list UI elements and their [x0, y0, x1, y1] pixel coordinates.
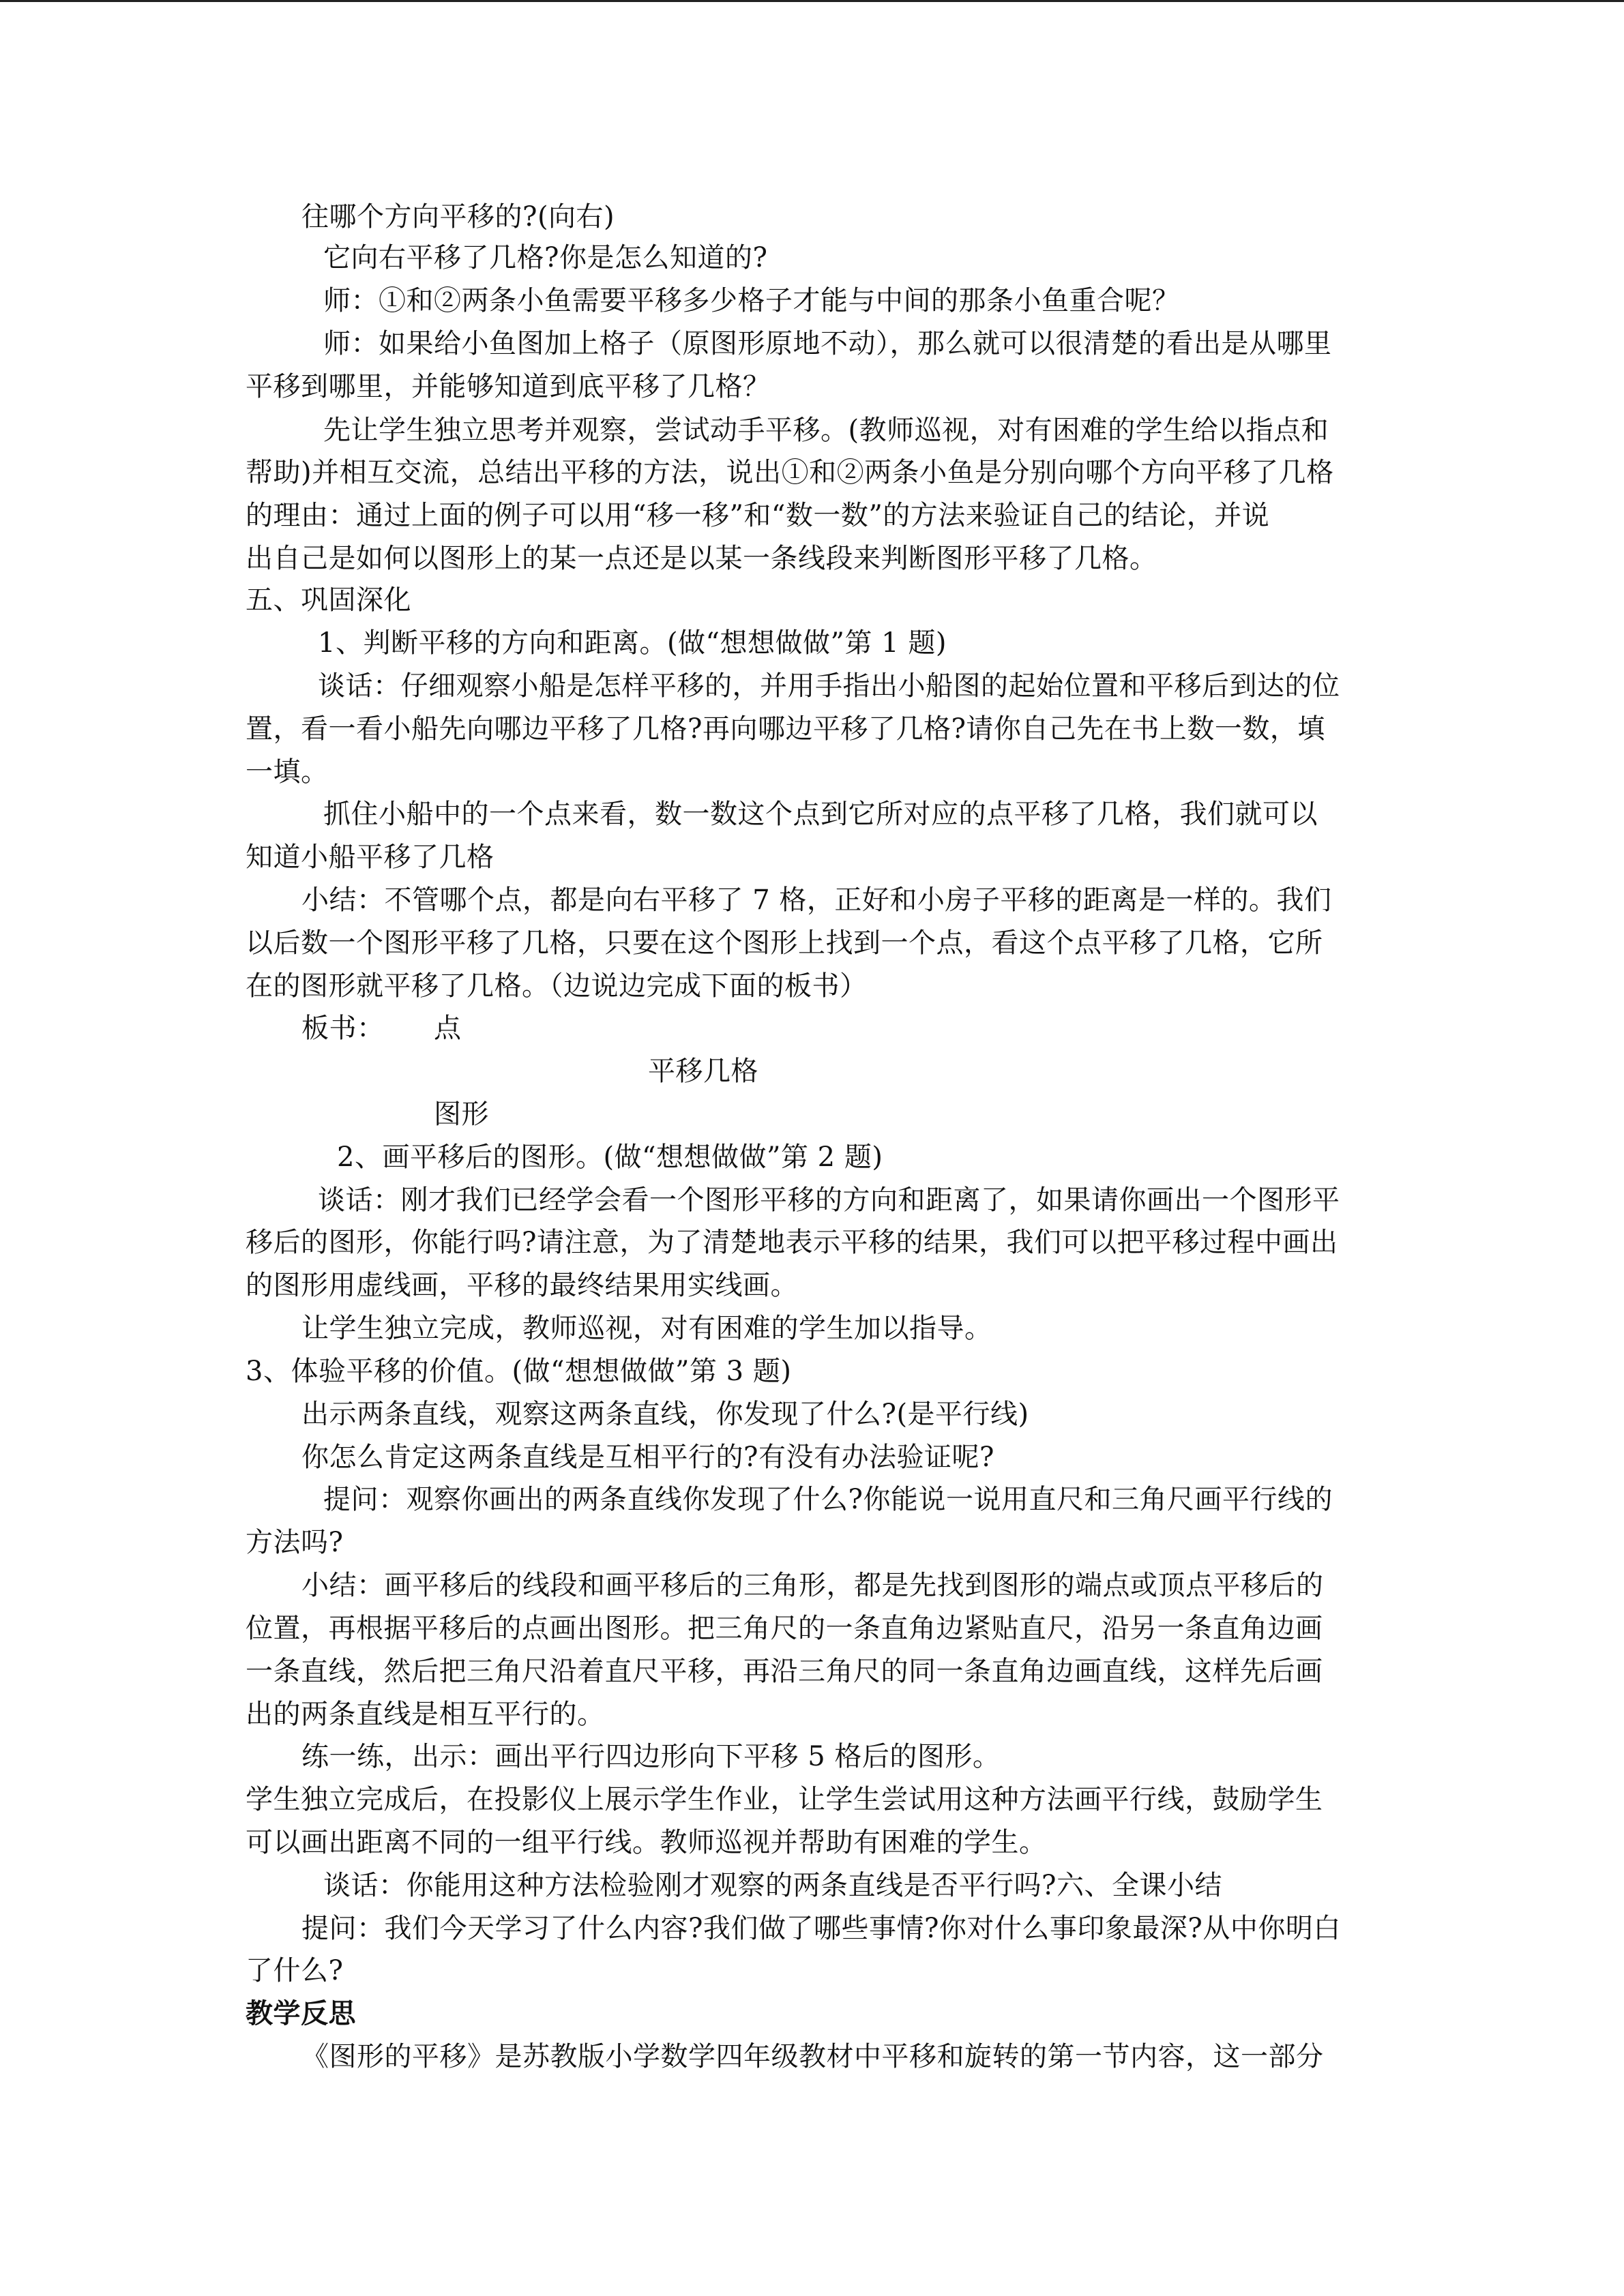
text-line: 出自己是如何以图形上的某一点还是以某一条线段来判断图形平移了几格。 — [246, 543, 1157, 574]
text-line: 的理由：通过上面的例子可以用“移一移”和“数一数”的方法来验证自己的结论，并说 — [246, 500, 1270, 531]
text-line: 出示两条直线，观察这两条直线，你发现了什么?(是平行线) — [301, 1399, 1029, 1430]
board-shape: 图形 — [434, 1099, 489, 1130]
text-line: 的图形用虚线画，平移的最终结果用实线画。 — [246, 1270, 798, 1301]
text-line: 了什么? — [246, 1955, 344, 1986]
text-line: 师：如果给小鱼图加上格子（原图形原地不动），那么就可以很清楚的看出是从哪里 — [323, 328, 1332, 359]
section-heading: 五、巩固深化 — [246, 584, 411, 616]
text-line: 2、画平移后的图形。(做“想想做做”第 2 题) — [337, 1142, 883, 1173]
text-line: 移后的图形，你能行吗?请注意，为了清楚地表示平移的结果，我们可以把平移过程中画出 — [246, 1227, 1338, 1258]
text-line: 先让学生独立思考并观察，尝试动手平移。(教师巡视，对有困难的学生给以指点和 — [323, 415, 1329, 446]
text-line: 谈话：仔细观察小船是怎样平移的，并用手指出小船图的起始位置和平移后到达的位 — [318, 670, 1340, 702]
text-line: 谈话：你能用这种方法检验刚才观察的两条直线是否平行吗?六、全课小结 — [323, 1870, 1222, 1901]
text-line: 在的图形就平移了几格。（边说边完成下面的板书） — [246, 970, 868, 1002]
text-line: 帮助)并相互交流，总结出平移的方法，说出①和②两条小鱼是分别向哪个方向平移了几格 — [246, 457, 1334, 488]
text-line: 师：①和②两条小鱼需要平移多少格子才能与中间的那条小鱼重合呢？ — [323, 285, 1180, 316]
text-line: 它向右平移了几格?你是怎么知道的? — [323, 242, 768, 273]
section-heading-reflection: 教学反思 — [246, 1997, 356, 2029]
text-line: 往哪个方向平移的?(向右) — [301, 201, 615, 233]
text-line: 抓住小船中的一个点来看，数一数这个点到它所对应的点平移了几格，我们就可以 — [323, 799, 1318, 830]
text-line: 让学生独立完成，教师巡视，对有困难的学生加以指导。 — [301, 1313, 992, 1344]
text-line: 小结：不管哪个点，都是向右平移了 7 格，正好和小房子平移的距离是一样的。我们 — [301, 884, 1332, 916]
text-line: 方法吗? — [246, 1527, 344, 1558]
text-line: 出的两条直线是相互平行的。 — [246, 1699, 605, 1730]
text-line: 小结：画平移后的线段和画平移后的三角形，都是先找到图形的端点或顶点平移后的 — [301, 1570, 1324, 1601]
text-line: 一填。 — [246, 756, 329, 788]
text-line: 以后数一个图形平移了几格，只要在这个图形上找到一个点，看这个点平移了几格，它所 — [246, 927, 1323, 959]
text-line: 你怎么肯定这两条直线是互相平行的?有没有办法验证呢? — [301, 1442, 994, 1473]
text-line: 学生独立完成后，在投影仪上展示学生作业，让学生尝试用这种方法画平行线，鼓励学生 — [246, 1784, 1323, 1815]
text-line: 提问：观察你画出的两条直线你发现了什么?你能说一说用直尺和三角尺画平行线的 — [323, 1484, 1333, 1515]
board-label: 板书： — [301, 1013, 385, 1044]
text-line: 置，看一看小船先向哪边平移了几格?再向哪边平移了几格?请你自己先在书上数一数，填 — [246, 713, 1325, 745]
text-line: 谈话：刚才我们已经学会看一个图形平移的方向和距离了，如果请你画出一个图形平 — [318, 1184, 1340, 1216]
text-line: 3、体验平移的价值。(做“想想做做”第 3 题) — [246, 1356, 792, 1387]
board-move-cells: 平移几格 — [648, 1056, 758, 1087]
text-line: 一条直线，然后把三角尺沿着直尺平移，再沿三角尺的同一条直角边画直线，这样先后画 — [246, 1656, 1323, 1687]
text-line: 位置，再根据平移后的点画出图形。把三角尺的一条直角边紧贴直尺，沿另一条直角边画 — [246, 1613, 1323, 1644]
text-line: 提问：我们今天学习了什么内容?我们做了哪些事情?你对什么事印象最深?从中你明白 — [301, 1913, 1341, 1944]
text-line: 知道小船平移了几格 — [246, 841, 494, 873]
text-line: 练一练，出示：画出平行四边形向下平移 5 格后的图形。 — [301, 1741, 1001, 1772]
board-point: 点 — [434, 1013, 462, 1044]
text-line: 可以画出距离不同的一组平行线。教师巡视并帮助有困难的学生。 — [246, 1827, 1047, 1858]
text-line: 平移到哪里，并能够知道到底平移了几格？ — [246, 371, 771, 402]
text-line: 1、判断平移的方向和距离。(做“想想做做”第 1 题) — [318, 627, 947, 659]
text-line: 《图形的平移》是苏教版小学数学四年级教材中平移和旋转的第一节内容，这一部分 — [301, 2041, 1324, 2072]
